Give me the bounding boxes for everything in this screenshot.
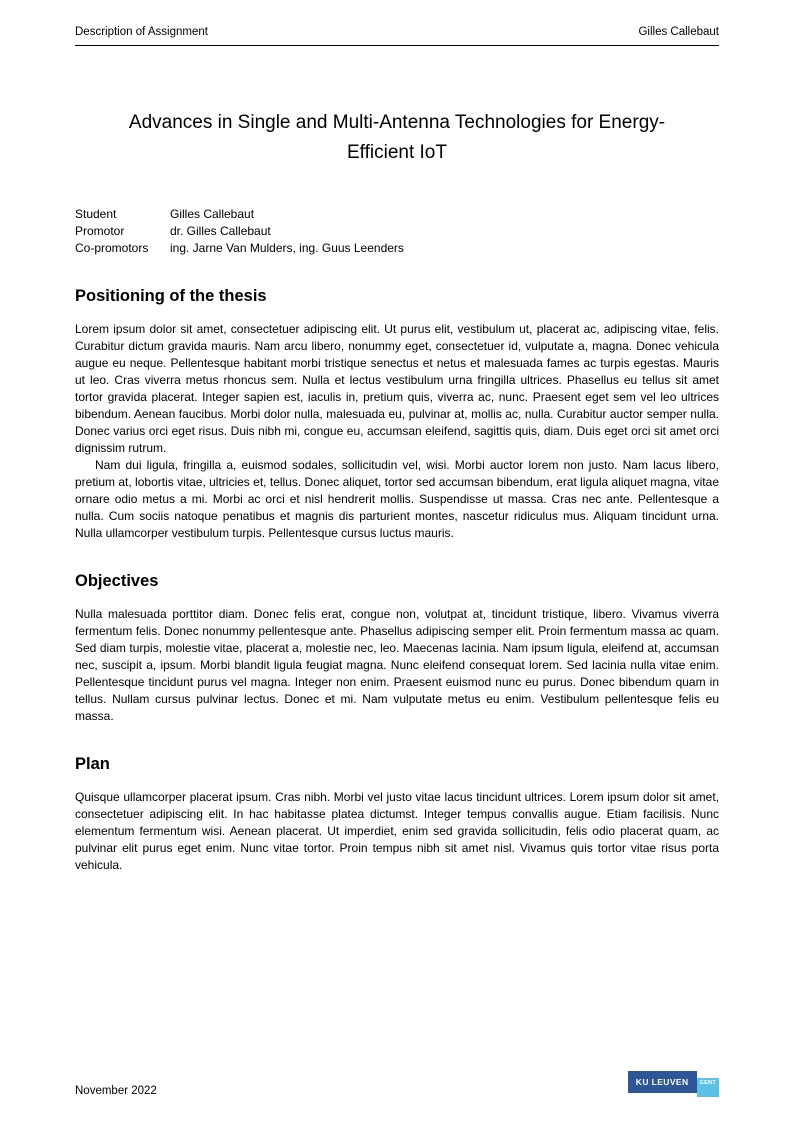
meta-row-promotor — [75, 223, 404, 240]
header-author: Gilles Callebaut — [638, 26, 719, 38]
header-doc-type: Description of Assignment — [75, 26, 208, 38]
meta-label-promotor: Promotor — [75, 224, 125, 238]
section-heading-positioning: Positioning of the thesis — [75, 287, 267, 305]
logo-institution-text: KU LEUVEN — [635, 1077, 689, 1087]
meta-value-student: Gilles Callebaut — [170, 207, 255, 221]
meta-label-student: Student — [75, 207, 117, 221]
logo-campus-text: GENT — [699, 1080, 716, 1086]
meta-table — [75, 206, 404, 257]
page-footer — [75, 1071, 719, 1097]
paragraph: Lorem ipsum dolor sit amet, consectetuer adipiscing elit. Ut purus elit, vestibulum ut, placerat ac, adipiscing vitae, felis. Curabitur dictum gravida mauris. Nam arcu libero, nonummy eget, consectetuer id, vulputate a, magna. Donec vehicula augue eu neque. Pellentesque habitant morbi tristique senectus et netus et malesuada fames ac turpis egestas. Mauris ut leo. Cras viverra metus rhoncus sem. Nulla et lectus vestibulum urna fringilla ultrices. Phasellus eu tellus sit amet tortor gravida placerat. Integer sapien est, iaculis in, pretium quis, viverra ac, nunc. Praesent eget sem vel leo ultrices bibendum. Aenean faucibus. Morbi dolor nulla, malesuada eu, pulvinar at, mollis ac, nulla. Curabitur auctor semper nulla. Donec varius orci eget risus. Duis nibh mi, congue eu, accumsan eleifend, sagittis quis, diam. Duis eget orci sit amet orci dignissim rutrum. — [75, 322, 719, 455]
footer-date: November 2022 — [75, 1085, 157, 1097]
meta-row-copromotors — [75, 240, 404, 257]
meta-value-copromotors: ing. Jarne Van Mulders, ing. Guus Leenders — [170, 241, 404, 255]
kuleuven-logo-main — [628, 1071, 697, 1093]
section-plan — [75, 755, 719, 874]
document-title: Advances in Single and Multi-Antenna Technologies for Energy-Efficient IoT — [128, 112, 666, 163]
paragraph: Nam dui ligula, fringilla a, euismod sodales, sollicitudin vel, wisi. Morbi auctor lorem non justo. Nam lacus libero, pretium at, lobortis vitae, ultricies et, tellus. Donec aliquet, tortor sed accumsan bibendum, erat ligula aliquet magna, vitae ornare odio metus a mi. Morbi ac orci et nisl hendrerit mollis. Suspendisse ut massa. Cras nec ante. Pellentesque a nulla. Cum sociis natoque penatibus et magnis dis parturient montes, nascetur ridiculus mus. Aliquam tincidunt urna. Nulla ullamcorper vestibulum turpis. Pellentesque cursus luctus mauris. — [75, 458, 719, 540]
meta-value-promotor: dr. Gilles Callebaut — [170, 224, 271, 238]
kuleuven-campus-flag — [697, 1078, 719, 1097]
section-positioning — [75, 287, 719, 542]
kuleuven-logo — [628, 1071, 719, 1097]
page-header — [75, 26, 719, 46]
section-objectives — [75, 572, 719, 725]
section-heading-plan: Plan — [75, 755, 110, 773]
meta-label-copromotors: Co-promotors — [75, 241, 149, 255]
section-heading-objectives: Objectives — [75, 572, 159, 590]
meta-row-student — [75, 206, 404, 223]
paragraph: Nulla malesuada porttitor diam. Donec felis erat, congue non, volutpat at, tincidunt tristique, libero. Vivamus viverra fermentum felis. Donec nonummy pellentesque ante. Phasellus adipiscing semper elit. Proin fermentum massa ac quam. Sed diam turpis, molestie vitae, placerat a, molestie nec, leo. Maecenas lacinia. Nam ipsum ligula, eleifend at, accumsan nec, suscipit a, ipsum. Morbi blandit ligula feugiat magna. Nunc eleifend consequat lorem. Sed lacinia nulla vitae enim. Pellentesque tincidunt purus vel magna. Integer non enim. Praesent euismod nunc eu purus. Donec bibendum quam in tellus. Nullam cursus pulvinar lectus. Donec et mi. Nam vulputate metus eu enim. Vestibulum pellentesque felis eu massa. — [75, 607, 719, 723]
paragraph: Quisque ullamcorper placerat ipsum. Cras nibh. Morbi vel justo vitae lacus tincidunt ultrices. Lorem ipsum dolor sit amet, consectetuer adipiscing elit. In hac habitasse platea dictumst. Integer tempus convallis augue. Etiam facilisis. Nunc elementum fermentum wisi. Aenean placerat. Ut imperdiet, enim sed gravida sollicitudin, felis odio placerat quam, ac pulvinar elit purus eget enim. Nunc vitae tortor. Proin tempus nibh sit amet nisl. Vivamus quis tortor vitae risus porta vehicula. — [75, 790, 719, 872]
